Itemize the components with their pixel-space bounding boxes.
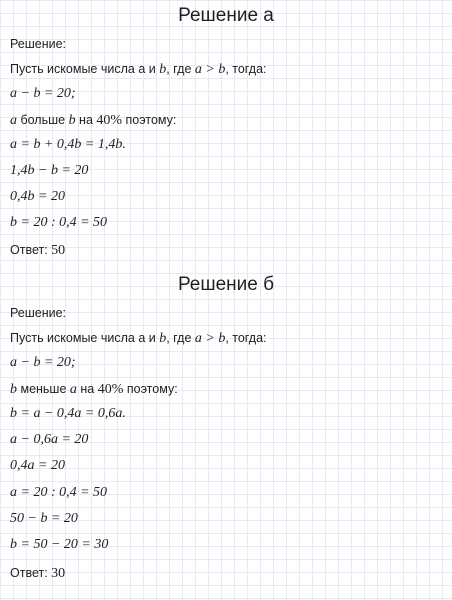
math-fragment: 40% xyxy=(97,382,124,397)
section-b-equation-4: 0,4a = 20 xyxy=(10,458,65,473)
math-fragment: 40% xyxy=(96,113,123,128)
section-b-equation-7: b = 50 − 20 = 30 xyxy=(10,537,109,552)
section-b-equation-2: b = a − 0,4a = 0,6a. xyxy=(10,406,126,421)
section-b-equation-1: a − b = 20; xyxy=(10,355,76,370)
section-a-answer xyxy=(10,242,65,259)
text-fragment: Пусть искомые числа а и xyxy=(10,331,160,345)
text-fragment: , где xyxy=(166,331,195,345)
section-a-equation-5: b = 20 : 0,4 = 50 xyxy=(10,215,108,230)
math-fragment: a > b xyxy=(194,62,226,77)
text-fragment: поэтому: xyxy=(123,382,178,396)
section-a-line-4 xyxy=(10,112,176,129)
answer-label: Ответ: xyxy=(10,243,52,257)
math-fragment: b xyxy=(10,382,17,397)
answer-value: 50 xyxy=(51,243,66,258)
section-b-equation-3: a − 0,6a = 20 xyxy=(10,432,89,447)
section-b-equation-6: 50 − b = 20 xyxy=(10,511,78,526)
section-a-equation-4: 0,4b = 20 xyxy=(10,189,65,204)
section-b-line-1: Решение: xyxy=(10,306,67,320)
math-fragment: a > b xyxy=(194,331,226,346)
section-b-equation-5: a = 20 : 0,4 = 50 xyxy=(10,485,108,500)
section-a-line-1: Решение: xyxy=(10,37,67,51)
section-a-title: Решение а xyxy=(178,5,274,26)
section-b-line-4 xyxy=(10,381,178,398)
text-fragment: на xyxy=(76,382,98,396)
text-fragment: , где xyxy=(166,62,195,76)
text-fragment: меньше xyxy=(17,382,70,396)
section-a-equation-2: a = b + 0,4b = 1,4b. xyxy=(10,137,126,152)
math-fragment: a xyxy=(69,382,77,397)
answer-value: 30 xyxy=(51,566,66,581)
math-fragment: b xyxy=(68,113,76,128)
text-fragment: , тогда: xyxy=(225,62,267,76)
section-b-title: Решение б xyxy=(177,274,275,295)
math-fragment: a xyxy=(10,113,17,128)
section-a-equation-1: a − b = 20; xyxy=(10,86,76,101)
section-a-line-2 xyxy=(10,61,267,78)
section-b-line-2 xyxy=(10,330,267,347)
text-fragment: на xyxy=(75,113,97,127)
answer-label: Ответ: xyxy=(10,566,52,580)
section-a-equation-3: 1,4b − b = 20 xyxy=(10,163,89,178)
math-fragment: b xyxy=(159,331,167,346)
math-fragment: b xyxy=(159,62,167,77)
section-b-answer xyxy=(10,565,65,582)
text-fragment: Пусть искомые числа а и xyxy=(10,62,160,76)
text-fragment: больше xyxy=(17,113,69,127)
text-fragment: поэтому: xyxy=(122,113,177,127)
text-fragment: , тогда: xyxy=(225,331,267,345)
